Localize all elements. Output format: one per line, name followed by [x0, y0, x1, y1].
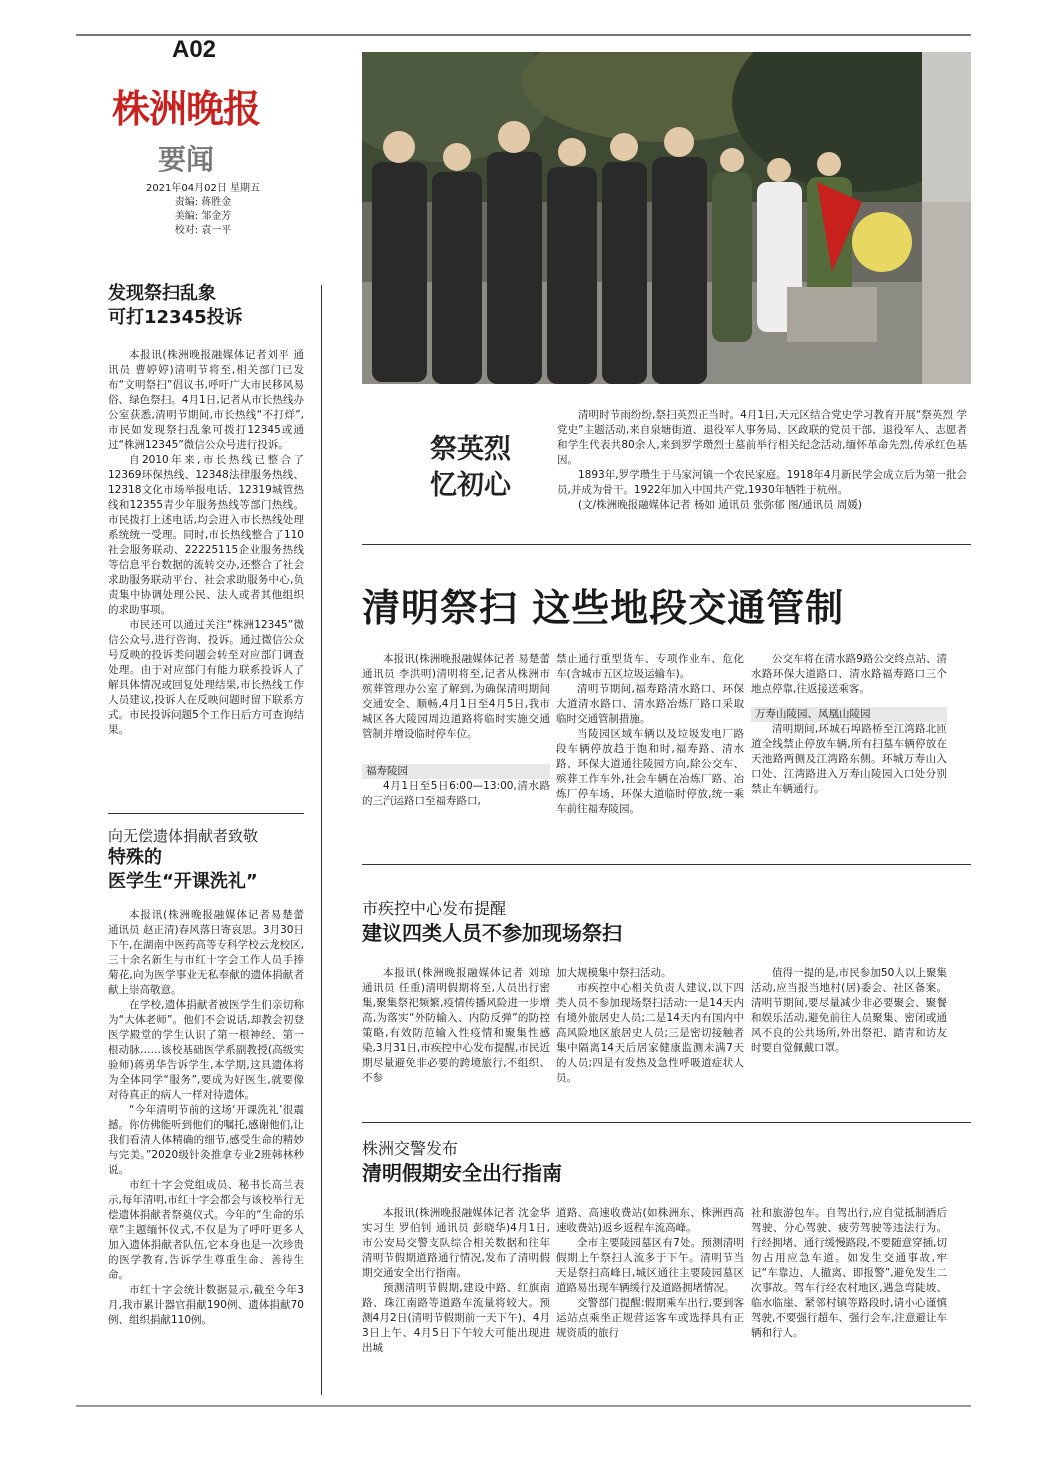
article-body	[108, 348, 304, 738]
police-headline: 清明假期安全出行指南	[362, 1161, 562, 1185]
photo-title-line: 忆初心	[430, 470, 511, 501]
art-editor-line: 美编: 邹金芳	[174, 211, 232, 222]
subhead-wanshou: 万寿山陵园、凤凰山陵园	[751, 707, 947, 722]
headline: 可打12345投诉	[108, 307, 243, 328]
paragraph: 社和旅游包车。自驾出行,应自觉抵制酒后驾驶、分心驾驶、疲劳驾驶等违法行为。行经拥堵、通行缓慢路段,不要随意穿插,切勿占用应急车道。如发生交通事故,牢记“车靠边、人撤离、即报警”,避免发生二次事故。驾车行经农村地区,遇急弯陡坡、临水临崖、紧邻村镇等路段时,请小心谨慎驾驶,不要强行超车、强行会车,注意避让车辆和行人。	[751, 1207, 947, 1339]
subhead-fushou: 福寿陵园	[362, 764, 550, 779]
caption-credit: (文/株洲晚报融媒体记者 杨如 通讯员 张弥郁 图/通讯员 周媛)	[578, 499, 862, 511]
cdc-col-3	[751, 966, 947, 1056]
section-rule	[362, 1122, 971, 1123]
photo-caption	[557, 408, 967, 513]
memorial-photo	[362, 52, 971, 384]
issue-meta	[118, 182, 288, 238]
article-body	[108, 908, 304, 1328]
article-complaint	[108, 282, 304, 738]
paragraph: “今年清明节前的这场‘开课洗礼’很震撼。你仿佛能听到他们的嘱托,感谢他们,让我们看清人体精确的细节,感受生命的精妙与完美。”2020级针灸推拿专业2班韩林秒说。	[108, 1104, 304, 1176]
newspaper-masthead: 株洲晚报	[112, 86, 261, 131]
paragraph: 清明节期间,福寿路清水路口、环保大道清水路口、清水路冶炼厂路口采取临时交通管制措施。	[556, 683, 744, 725]
headline: 发现祭扫乱象	[108, 283, 216, 304]
date-line: 2021年04月02日 星期五	[145, 183, 261, 194]
caption-paragraph: 1893年,罗学瓒生于马家河镇一个农民家庭。1918年4月新民学会成立后为第一批会员,并成为骨干。1922年加入中国共产党,1930年牺牲于杭州。	[557, 469, 967, 496]
paragraph: 4月1日至5日6:00—13:00,清水路的三汽运路口至福寿路口,	[362, 780, 550, 807]
paragraph: 市民还可以通过关注“株洲12345”微信公众号,进行咨询、投诉。通过微信公众号反映的投诉类问题会转至对应部门调查处理。由于对应部门有能力联系投诉人了解具体情况或回复处理结果,市长热线工作人员建议,投诉人在反映问题时留下联系方式。市民投诉问题5个工作日后方可查询结果。	[108, 619, 304, 736]
photo-title	[430, 432, 511, 504]
police-col-3	[751, 1206, 947, 1341]
page-number: A02	[172, 36, 217, 63]
photo-title-line: 祭英烈	[430, 434, 511, 465]
cdc-kicker: 市疾控中心发布提醒	[362, 899, 507, 918]
section-rule	[362, 864, 971, 865]
paragraph: 本报讯(株洲晚报融媒体记者易楚蕾 通讯员 赵正清)春风落日寄哀思。3月30日下午,在湖南中医药高等专科学校云龙校区,三十余名新生与市红十字会工作人员手捧菊花,向为医学事业无私奉献的遗体捐献者献上崇高敬意。	[108, 909, 304, 996]
paragraph: 市疾控中心相关负责人建议,以下四类人员不参加现场祭扫活动:一是14天内有境外旅居史人员;二是14天内有国内中高风险地区旅居史人员;三是密切接触者集中隔离14天后居家健康监测未满7天的人员;四是有发热及急性呼吸道症状人员。	[556, 982, 744, 1084]
article-donor	[108, 826, 304, 1328]
traffic-col-1	[362, 652, 550, 809]
paragraph: 禁止通行重型货车、专项作业车、危化车(含城市五区垃圾运输车)。	[556, 653, 744, 680]
left-column-rule	[321, 285, 322, 1395]
paragraph: 交警部门提醒:假期乘车出行,要到客运站点乘坐正规营运客车或选择具有正规资质的旅行	[556, 1297, 744, 1339]
police-kicker: 株洲交警发布	[362, 1139, 459, 1158]
paragraph: 自2010年来,市长热线已整合了12369环保热线、12348法律服务热线、12318文化市场举报电话、12319城管热线和12355青少年服务热线等部门热线。市民拨打上述电话,均会进入市长热线处理系统统一受理。同时,市长热线整合了110社会服务联动、22225115企业服务热线等信息平台数据的流转交办,还整合了社会求助服务联动平台、社会求助服务中心,负责集中协调处理公民、法人或者其他组织的求助事项。	[108, 454, 304, 616]
paragraph: 本报讯(株洲晚报融媒体记者刘平 通讯员 曹婷婷)清明节将至,相关部门已发布“文明祭扫”倡议书,呼吁广大市民移风易俗、绿色祭扫。4月1日,记者从市长热线办公室获悉,清明节期间,市长热线“不打烊”,市民如发现祭扫乱象可拨打12345或通过“株洲12345”微信公众号进行投诉。	[108, 349, 304, 451]
police-col-2	[556, 1206, 744, 1341]
paragraph: 本报讯(株洲晚报融媒体记者 沈金华 实习生 罗伯钊 通讯员 彭晓华)4月1日,市公安局交警支队综合相关数据和往年清明节假期道路通行情况,发布了清明假期交通安全出行指南。	[362, 1207, 550, 1279]
paragraph: 值得一提的是,市民参加50人以上聚集活动,应当报当地村(居)委会、社区备案。清明节期间,要尽量减少非必要聚会、聚餐和娱乐活动,避免前往人员聚集、密闭或通风不良的公共场所,外出祭祀、踏青和访友时要自觉佩戴口罩。	[751, 967, 947, 1054]
paragraph: 在学校,遗体捐献者被医学生们亲切称为“大体老师”。他们不会说话,却教会初登医学殿堂的学生认识了第一根神经、第一根动脉……该校基础医学系副教授(高级实验师)蒋勇华告诉学生,本学期,这具遗体将为全体同学“服务”,要成为好医生,就要像对待真正的病人一样对待遗体。	[108, 999, 304, 1101]
traffic-col-2	[556, 652, 744, 817]
paragraph: 本报讯(株洲晚报融媒体记者 刘琼 通讯员 任重)清明假期将至,人员出行密集,聚集祭祀频繁,疫情传播风险进一步增高,为落实“外防输入、内防反弹”的防控策略,有效防范输入性疫情和聚集性感染,3月31日,市疾控中心发布提醒,市民近期尽量避免非必要的跨境旅行,不组织、不参	[362, 967, 550, 1084]
section-title: 要闻	[158, 143, 215, 176]
proof-line: 校对: 袁一平	[174, 225, 232, 236]
traffic-col-3	[751, 652, 947, 797]
cdc-col-2	[556, 966, 744, 1086]
cdc-headline: 建议四类人员不参加现场祭扫	[362, 921, 622, 945]
paragraph: 预测清明节假期,建设中路、红旗南路、珠江南路等道路车流量将较大。预测4月2日(清明节假期前一天下午)、4月3日上午、4月5日下午较大可能出现进出城	[362, 1282, 550, 1354]
paragraph: 当陵园区域车辆以及垃圾发电厂路段车辆停放趋于饱和时,福寿路、清水路、环保大道通往陵园方向,除公交车、殡葬工作车外,社会车辆在冶炼厂路、冶炼厂停车场、环保大道临时停放,统一乘车前往福寿陵园。	[556, 728, 744, 815]
left-article-separator	[108, 813, 304, 814]
editor-line: 责编: 蒋胜金	[174, 197, 232, 208]
paragraph: 市红十字会党组成员、秘书长高兰表示,每年清明,市红十字会都会与该校举行无偿遗体捐献者祭奠仪式。今年的“生命的乐章”主题缅怀仪式,不仅是为了呼吁更多人加入遗体捐献者队伍,它本身也是一次珍贵的医学教育,告诉学生尊重生命、善待生命。	[108, 1179, 304, 1281]
headline: 医学生“开课洗礼”	[108, 871, 258, 892]
paragraph: 全市主要陵园墓区有7处。预测清明假期上午祭扫人流多于下午。清明节当天是祭扫高峰日,城区通往主要陵园墓区道路易出现车辆缓行及道路拥堵情况。	[556, 1237, 744, 1294]
paragraph: 市红十字会统计数据显示,截至今年3月,我市累计器官捐献190例、遗体捐献70例、组织捐献110例。	[108, 1284, 304, 1326]
paragraph: 公交车将在清水路9路公交终点站、清水路环保大道路口、清水路福寿路口三个地点停靠,往返接送乘客。	[751, 653, 947, 695]
traffic-headline: 清明祭扫 这些地段交通管制	[362, 586, 845, 630]
paragraph: 清明期间,环城石埠路桥至江湾路北匝道全线禁止停放车辆,所有扫墓车辆停放在天池路两侧及江湾路东侧。环城万寿山入口处、江湾路进入万寿山陵园入口处分别禁止车辆通行。	[751, 723, 947, 795]
kicker: 向无偿遗体捐献者致敬	[108, 827, 259, 845]
paragraph: 加大规模集中祭扫活动。	[556, 967, 672, 979]
police-col-1	[362, 1206, 550, 1356]
paragraph: 道路、高速收费站(如株洲东、株洲西高速收费站)返乡返程车流高峰。	[556, 1207, 744, 1234]
paragraph: 本报讯(株洲晚报融媒体记者 易楚蕾 通讯员 李洪明)清明将至,记者从株洲市殡葬管理办公室了解到,为确保清明期间交通安全、顺畅,4月1日至4月5日,我市城区各大陵园周边道路将临时实施交通管制并增设临时停车位。	[362, 653, 550, 740]
bottom-rule	[76, 1405, 971, 1407]
caption-paragraph: 清明时节雨纷纷,祭扫英烈正当时。4月1日,天元区结合党史学习教育开展“祭英烈 学党史”主题活动,来自泉塘街道、退役军人事务局、区政联的党员干部、退役军人、志愿者和学生代表共80余人,来到罗学瓒烈士墓前举行相关纪念活动,缅怀革命先烈,传承红色基因。	[557, 409, 967, 466]
cdc-col-1	[362, 966, 550, 1086]
headline: 特殊的	[108, 847, 162, 868]
section-rule	[362, 544, 971, 545]
